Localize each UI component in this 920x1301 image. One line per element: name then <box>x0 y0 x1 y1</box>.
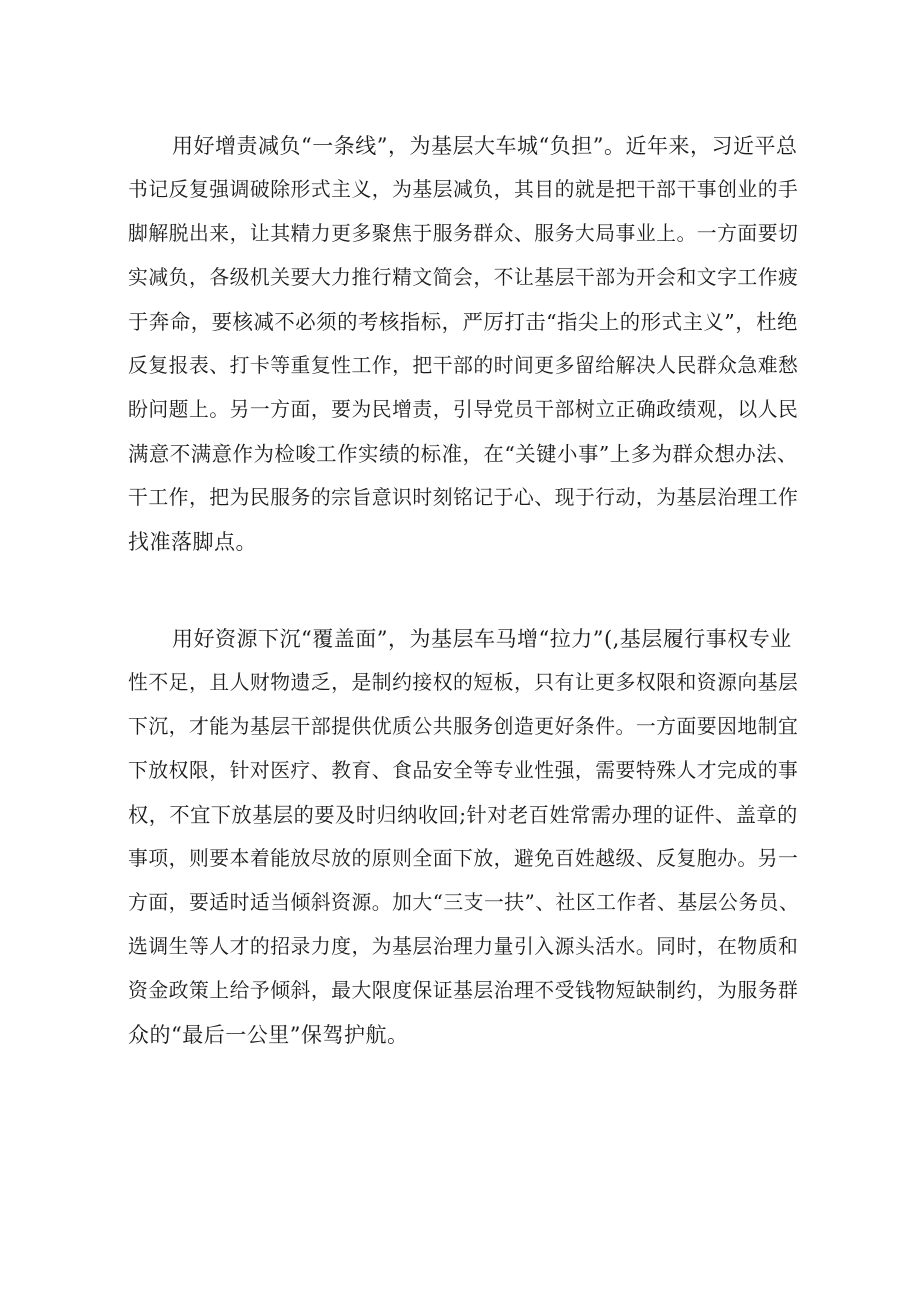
paragraph-2 <box>128 617 798 1057</box>
paragraph-line: 性不足，且人财物遗乏，是制约接权的短板，只有让更多权限和资源向基层 <box>128 671 799 694</box>
paragraph-line: 事项，则要本着能放尽放的原则全面下放，避免百姓越级、反复胞办。另一 <box>128 847 799 870</box>
paragraph-line: 用好增责减负“一条线”，为基层大车城“负担”。近年来，习近平总 <box>172 134 798 158</box>
paragraph-line: 方面，要适时适当倾斜资源。加大“三支一扶”、社区工作者、基层公务员、 <box>128 891 800 914</box>
paragraph-line: 盼问题上。另一方面，要为民增责，引导党员干部树立正确政绩观，以人民 <box>128 398 799 421</box>
paragraph-line: 书记反复强调破除形式主义，为基层减负，其目的就是把干部干事创业的手 <box>128 178 799 201</box>
paragraph-line: 反复报表、打卡等重复性工作，把干部的时间更多留给解决人民群众急难愁 <box>128 354 799 377</box>
paragraph-line: 众的“最后一公里”保驾护航。 <box>128 1023 409 1047</box>
paragraph-line: 资金政策上给予倾斜，最大限度保证基层治理不受钱物短缺制约，为服务群 <box>128 979 799 1002</box>
paragraph-line: 选调生等人才的招录力度，为基层治理力量引入源头活水。同时，在物质和 <box>128 935 799 958</box>
paragraph-line: 满意不满意作为检唆工作实绩的标准，在“关键小事”上多为群众想办法、 <box>128 442 798 466</box>
paragraph-1 <box>128 124 798 564</box>
paragraph-line: 找准落脚点。 <box>128 530 257 554</box>
paragraph-line: 实减负，各级机关要大力推行精文简会，不让基层干部为开会和文字工作疲 <box>128 266 799 289</box>
paragraph-line: 脚解脱出来，让其精力更多聚焦于服务群众、服务大局事业上。一方面要切 <box>128 222 799 245</box>
paragraph-line: 干工作，把为民服务的宗旨意识时刻铭记于心、现于行动，为基层治理工作 <box>128 486 799 509</box>
paragraph-line: 用好资源下沉“覆盖面”，为基层车马增“拉力”(,基层履行事权专业 <box>172 627 792 651</box>
paragraph-line: 于奔命，要核减不必须的考核指标，严厉打击“指尖上的形式主义”，杜绝 <box>128 310 798 334</box>
paragraph-line: 权，不宜下放基层的要及时归纳收回;针对老百姓常需办理的证件、盖章的 <box>128 803 798 827</box>
paragraph-line: 下沉，才能为基层干部提供优质公共服务创造更好条件。一方面要因地制宜 <box>128 715 799 738</box>
paragraph-line: 下放权限，针对医疗、教育、食品安全等专业性强，需要特殊人才完成的事 <box>128 759 799 782</box>
